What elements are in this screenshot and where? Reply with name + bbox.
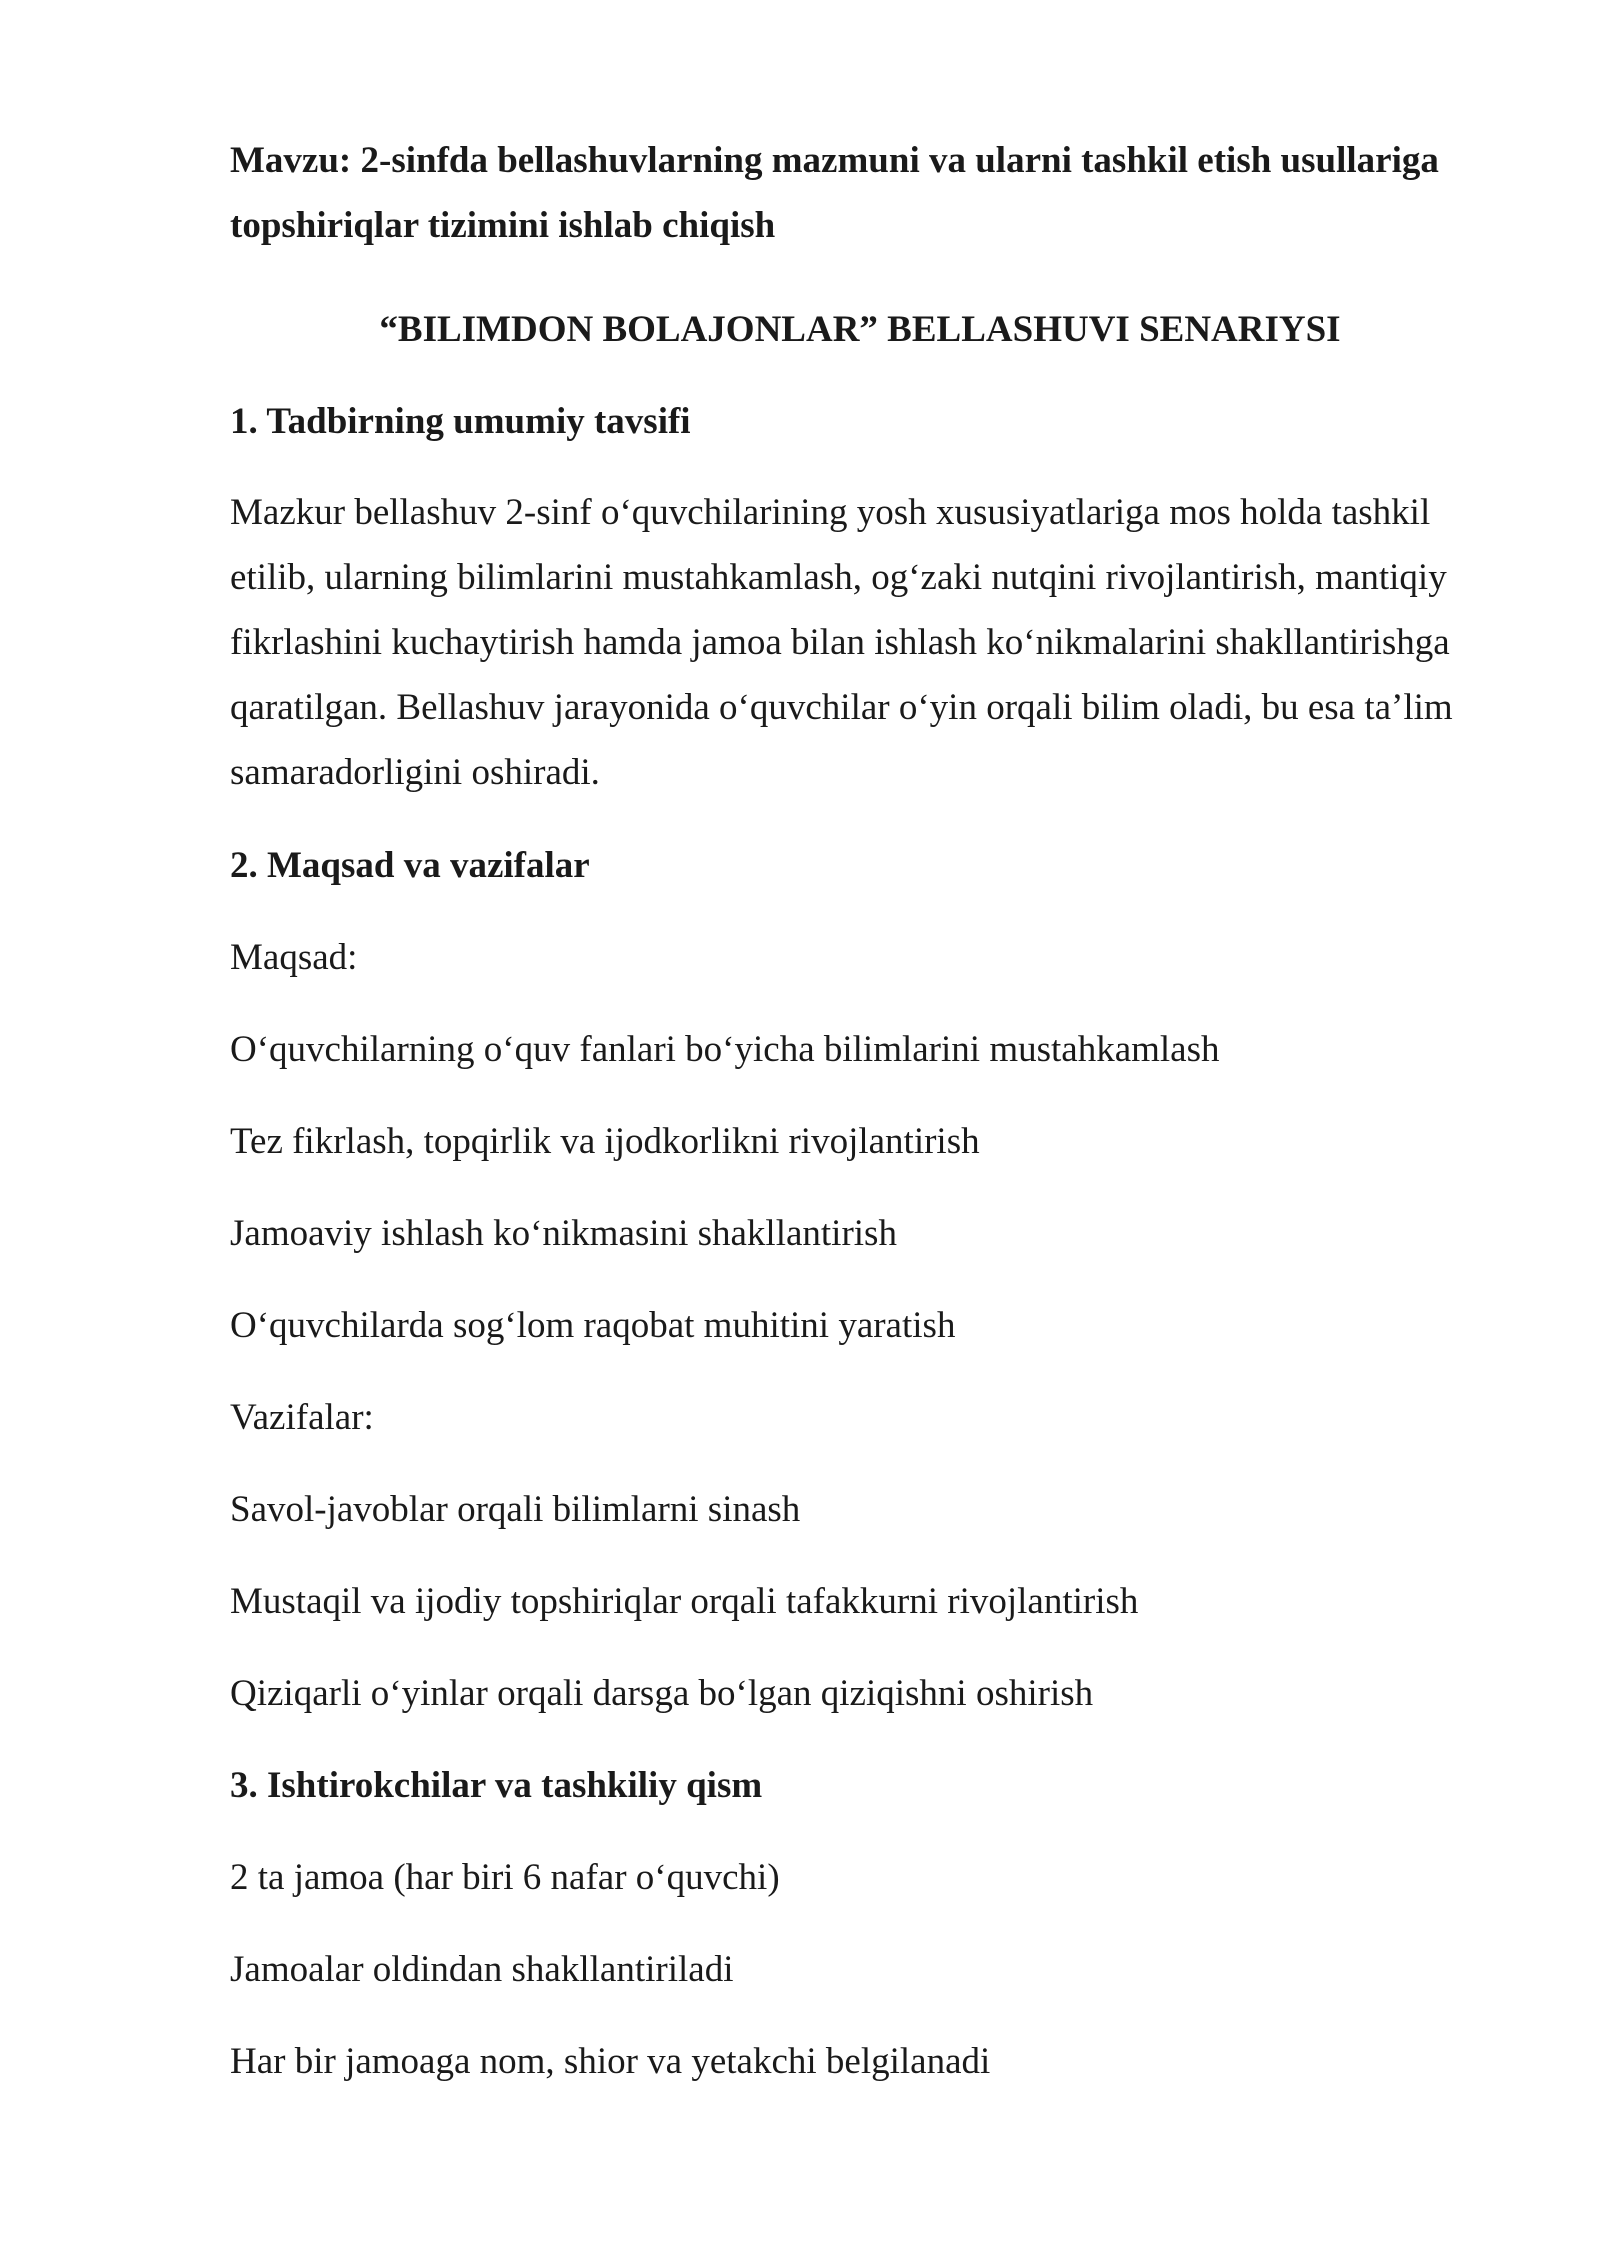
tasks-label: Vazifalar: bbox=[230, 1397, 374, 1438]
goal-item: Tez fikrlash, topqirlik va ijodkorlikni rivojlantirish bbox=[230, 1121, 980, 1162]
section-1-paragraph: Mazkur bellashuv 2-sinf o‘quvchilarining yosh xususiyatlariga mos holda tashkil etilib, ularning bilimlarini mustahkamlash, og‘zaki nutqini rivojlantirish, mantiqiy fikrlashini kuchaytirish hamda jamoa bilan ishlash ko‘nikmalarini shakllantirishga qaratilgan. Bellashuv jarayonida o‘quvchilar o‘yin orqali bilim oladi, bu esa ta’lim samaradorligini oshiradi. bbox=[230, 492, 1453, 793]
participant-item: Har bir jamoaga nom, shior va yetakchi belgilanadi bbox=[230, 2041, 991, 2082]
participant-item: 2 ta jamoa (har biri 6 nafar o‘quvchi) bbox=[230, 1857, 780, 1898]
section-2-heading: 2. Maqsad va vazifalar bbox=[230, 845, 590, 886]
section-1-heading: 1. Tadbirning umumiy tavsifi bbox=[230, 401, 691, 442]
task-item: Mustaqil va ijodiy topshiriqlar orqali tafakkurni rivojlantirish bbox=[230, 1581, 1139, 1622]
task-item: Qiziqarli o‘yinlar orqali darsga bo‘lgan qiziqishni oshirish bbox=[230, 1673, 1094, 1714]
goal-item: Jamoaviy ishlash ko‘nikmasini shakllantirish bbox=[230, 1213, 897, 1254]
scenario-title: “BILIMDON BOLAJONLAR” BELLASHUVI SENARIYSI bbox=[379, 309, 1341, 350]
participant-item: Jamoalar oldindan shakllantiriladi bbox=[230, 1949, 734, 1990]
goal-item: O‘quvchilarning o‘quv fanlari bo‘yicha bilimlarini mustahkamlash bbox=[230, 1029, 1220, 1070]
goal-label: Maqsad: bbox=[230, 937, 358, 978]
goal-item: O‘quvchilarda sog‘lom raqobat muhitini yaratish bbox=[230, 1305, 956, 1346]
section-3-heading: 3. Ishtirokchilar va tashkiliy qism bbox=[230, 1765, 763, 1806]
document-topic: Mavzu: 2-sinfda bellashuvlarning mazmuni va ularni tashkil etish usullariga topshiriqlar tizimini ishlab chiqish bbox=[230, 140, 1439, 246]
task-item: Savol-javoblar orqali bilimlarni sinash bbox=[230, 1489, 801, 1530]
